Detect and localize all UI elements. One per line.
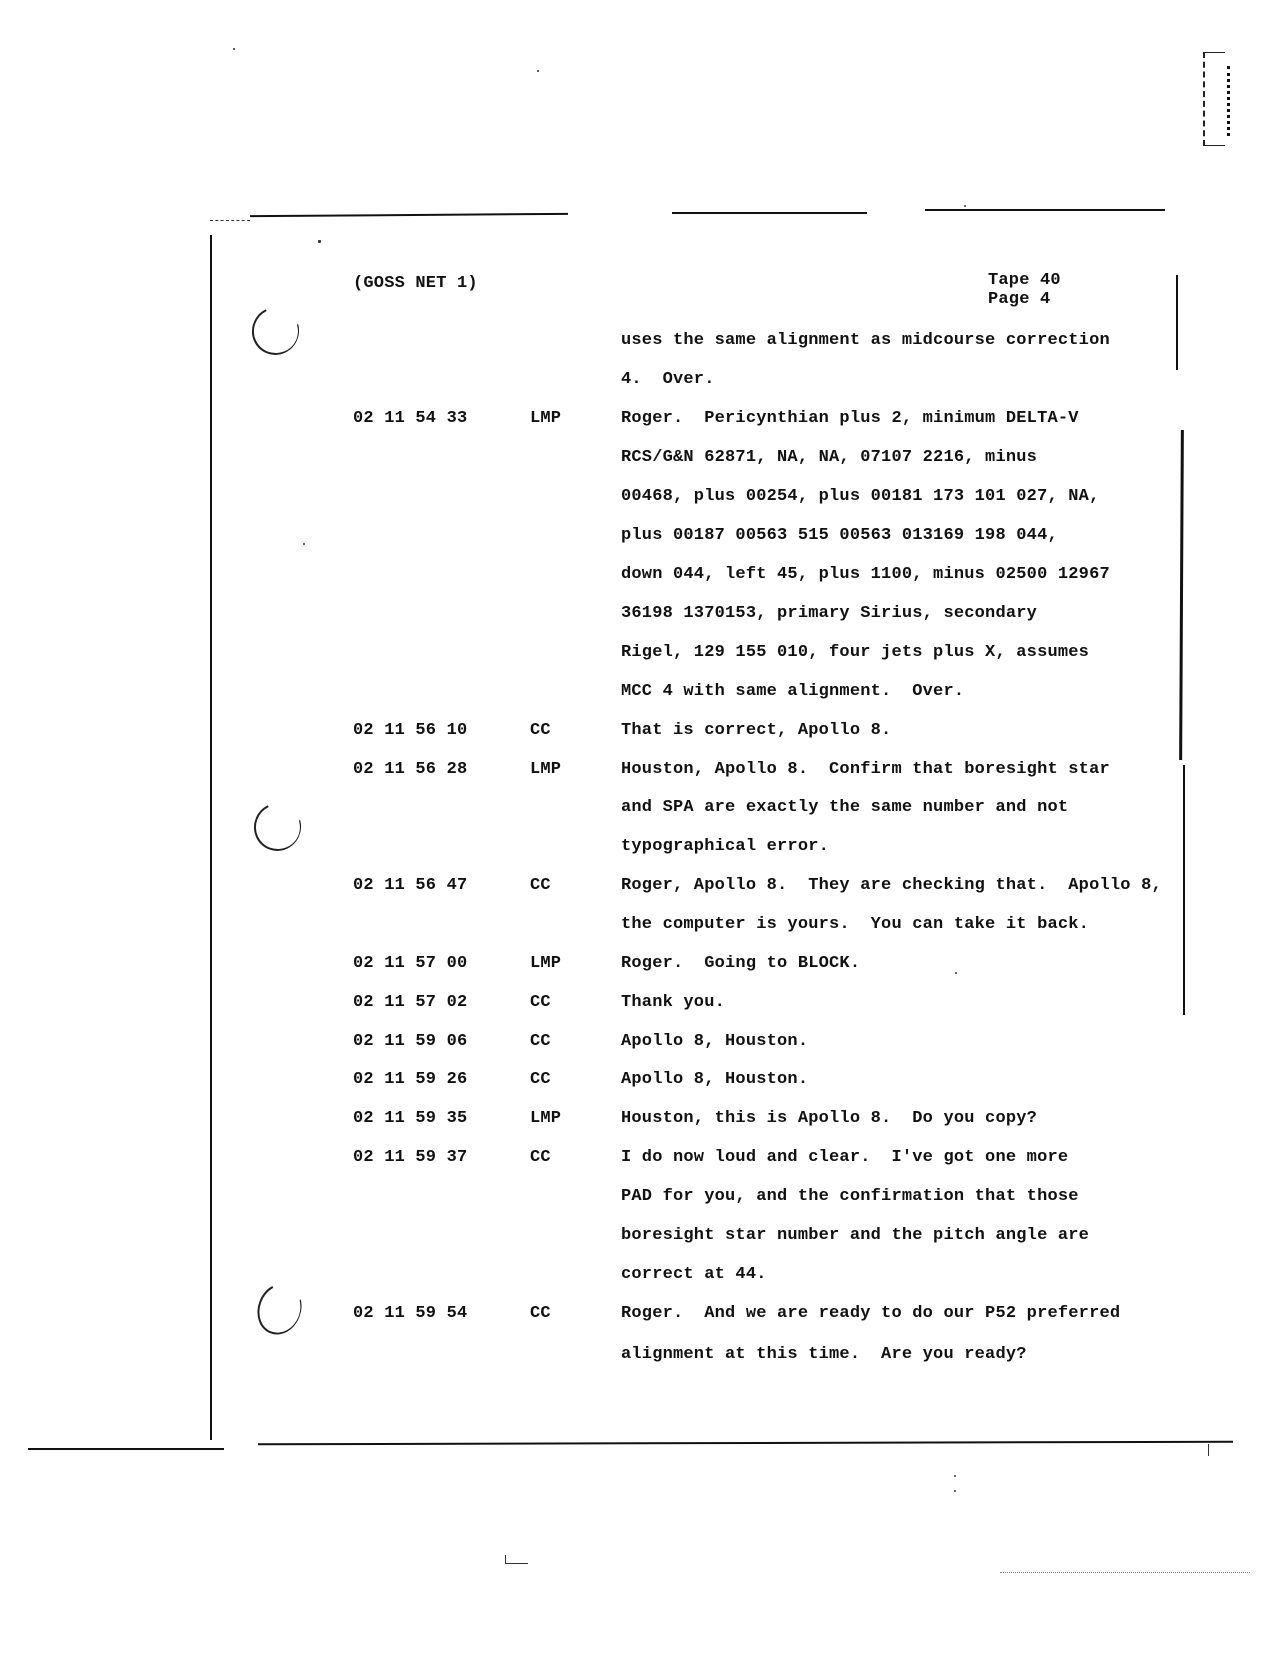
entry-line: Houston, this is Apollo 8. Do you copy? [621,1109,1038,1128]
scan-speck [955,972,957,974]
entry-line: 36198 1370153, primary Sirius, secondary [621,604,1038,623]
entry-timestamp: 02 11 59 06 [353,1032,468,1051]
right-border-line-bottom [1183,765,1185,1015]
entry-line: PAD for you, and the confirmation that those [621,1187,1079,1206]
scan-speck [954,1490,956,1492]
entry-line: Roger, Apollo 8. They are checking that. Apollo 8, [621,876,1162,895]
left-border-line [210,235,212,1440]
entry-line: and SPA are exactly the same number and not [621,798,1069,817]
entry-line: Roger. Pericynthian plus 2, minimum DELTA-V [621,409,1079,428]
hole-punch-bottom [250,1277,308,1341]
continuation-line: 4. Over. [621,370,715,389]
continuation-line: uses the same alignment as midcourse correction [621,331,1110,350]
entry-timestamp: 02 11 54 33 [353,409,468,428]
entry-line: boresight star number and the pitch angle are [621,1226,1090,1245]
scan-speck [318,240,321,243]
entry-timestamp: 02 11 56 28 [353,760,468,779]
network-label: (GOSS NET 1) [353,274,478,293]
scan-speck [537,70,539,72]
entry-line: That is correct, Apollo 8. [621,721,892,740]
top-rule-segment-2 [672,212,867,214]
entry-line: the computer is yours. You can take it back. [621,915,1090,934]
entry-timestamp: 02 11 59 37 [353,1148,468,1167]
entry-timestamp: 02 11 59 35 [353,1109,468,1128]
entry-timestamp: 02 11 56 10 [353,721,468,740]
top-rule-segment-1 [250,213,568,217]
right-border-line [1176,275,1178,370]
corner-dotted-mark [1227,66,1230,136]
entry-line: Rigel, 129 155 010, four jets plus X, assumes [621,643,1090,662]
entry-line: MCC 4 with same alignment. Over. [621,682,965,701]
bottom-dotted-line [1000,1572,1250,1573]
tape-label: Tape 40 [988,271,1061,290]
entry-speaker: CC [530,1304,551,1323]
scan-speck [303,543,305,545]
entry-speaker: CC [530,1032,551,1051]
top-left-dashes [210,220,250,221]
entry-line: plus 00187 00563 515 00563 013169 198 044, [621,526,1058,545]
hole-punch-middle [247,796,308,857]
top-rule-segment-3 [925,209,1165,211]
entry-line: Roger. And we are ready to do our P52 preferred [621,1304,1121,1323]
entry-speaker: CC [530,1070,551,1089]
entry-timestamp: 02 11 56 47 [353,876,468,895]
entry-line: Apollo 8, Houston. [621,1070,809,1089]
right-border-line-lower [1179,430,1184,760]
entry-line: I do now loud and clear. I've got one more [621,1148,1069,1167]
bottom-rule-left [28,1448,224,1450]
entry-line: correct at 44. [621,1265,767,1284]
entry-timestamp: 02 11 57 00 [353,954,468,973]
corner-bracket-mark [1203,52,1225,146]
entry-line: 00468, plus 00254, plus 00181 173 101 027, NA, [621,487,1100,506]
entry-speaker: LMP [530,954,562,973]
scan-mark-bottom [505,1555,528,1564]
entry-line: alignment at this time. Are you ready? [621,1345,1027,1364]
entry-speaker: CC [530,1148,551,1167]
entry-line: Houston, Apollo 8. Confirm that boresight star [621,760,1110,779]
entry-speaker: CC [530,721,551,740]
bottom-rule-main [258,1441,1233,1446]
page-label: Page 4 [988,290,1051,309]
entry-line: Thank you. [621,993,726,1012]
entry-timestamp: 02 11 59 54 [353,1304,468,1323]
entry-line: down 044, left 45, plus 1100, minus 02500 12967 [621,565,1110,584]
entry-speaker: CC [530,876,551,895]
scan-speck [964,205,966,207]
scan-speck [233,48,235,50]
entry-line: typographical error. [621,837,830,856]
entry-timestamp: 02 11 59 26 [353,1070,468,1089]
entry-timestamp: 02 11 57 02 [353,993,468,1012]
entry-line: RCS/G&N 62871, NA, NA, 07107 2216, minus [621,448,1038,467]
entry-speaker: LMP [530,1109,562,1128]
entry-line: Roger. Going to BLOCK. [621,954,861,973]
right-tick-mark [1208,1444,1209,1456]
hole-punch-top [245,300,306,361]
entry-speaker: LMP [530,760,562,779]
entry-speaker: CC [530,993,551,1012]
scan-speck [954,1475,956,1477]
entry-line: Apollo 8, Houston. [621,1032,809,1051]
entry-speaker: LMP [530,409,562,428]
